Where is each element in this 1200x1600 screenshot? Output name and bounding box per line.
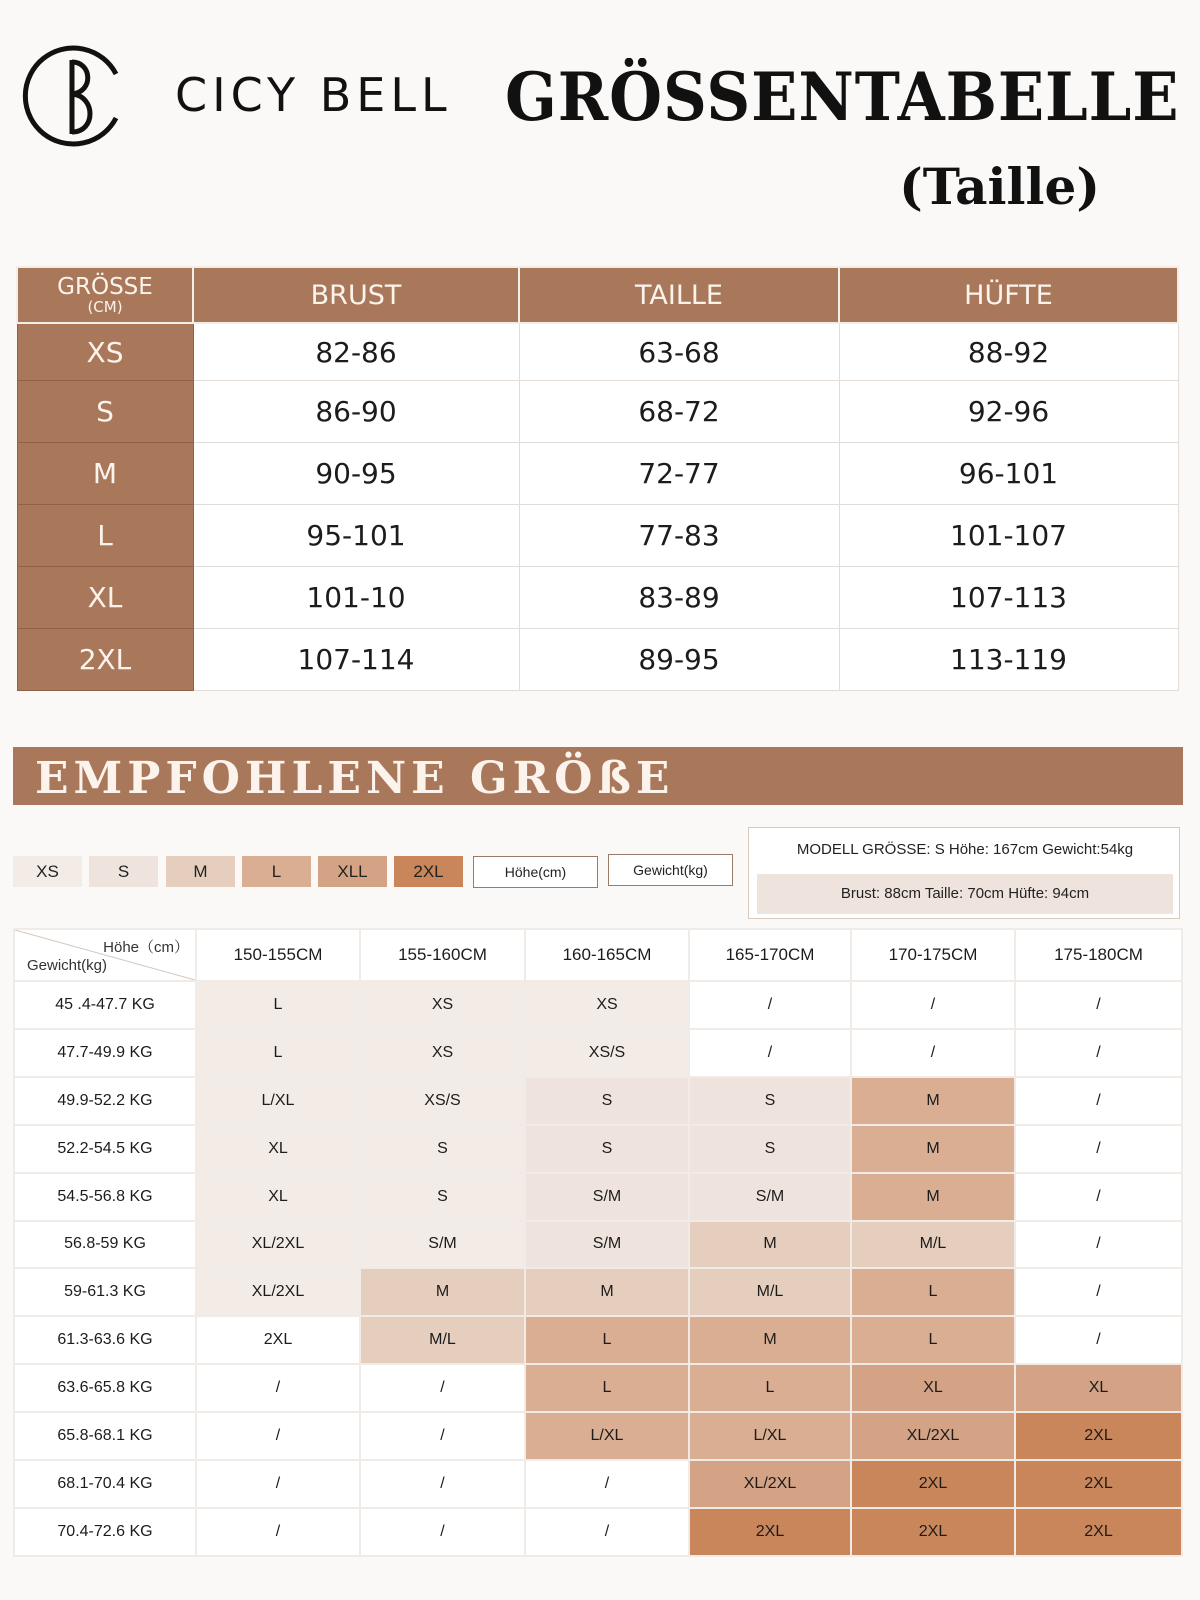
recommended-size-cell: /: [196, 1412, 360, 1460]
recommendation-row: [14, 981, 1182, 1029]
height-column-header: 160-165CM: [525, 929, 689, 981]
recommended-size-cell: /: [360, 1412, 525, 1460]
height-column-header: 150-155CM: [196, 929, 360, 981]
recommendation-row: [14, 1125, 1182, 1173]
recommended-size-cell: XL: [851, 1364, 1015, 1412]
recommended-size-cell: XL: [1015, 1364, 1182, 1412]
brust-cell: 90-95: [193, 443, 519, 505]
model-info-size: MODELL GRÖSSE: S Höhe: 167cm Gewicht:54kg: [757, 828, 1173, 872]
taille-cell: 89-95: [519, 629, 839, 691]
weight-label: 52.2-54.5 KG: [14, 1125, 196, 1173]
model-info-measurements: Brust: 88cm Taille: 70cm Hüfte: 94cm: [757, 874, 1173, 914]
recommended-size-cell: /: [360, 1460, 525, 1508]
size-cell: XS: [17, 323, 193, 381]
recommended-size-cell: S: [689, 1125, 851, 1173]
size-cell: 2XL: [17, 629, 193, 691]
recommended-size-cell: S/M: [525, 1221, 689, 1269]
recommended-size-cell: M/L: [851, 1221, 1015, 1269]
page-title: GRÖSSENTABELLE: [505, 58, 1180, 136]
legend-chip-s: S: [89, 856, 158, 887]
recommended-size-cell: M: [525, 1268, 689, 1316]
legend-chip-m: M: [166, 856, 235, 887]
taille-cell: 77-83: [519, 505, 839, 567]
brust-cell: 86-90: [193, 381, 519, 443]
recommended-size-cell: S/M: [525, 1173, 689, 1221]
recommended-size-cell: M: [851, 1077, 1015, 1125]
size-cell: XL: [17, 567, 193, 629]
huefte-cell: 107-113: [839, 567, 1178, 629]
recommended-size-cell: S/M: [360, 1221, 525, 1269]
legend-chip-l: L: [242, 856, 311, 887]
recommended-size-cell: /: [1015, 1316, 1182, 1364]
recommended-size-cell: 2XL: [1015, 1412, 1182, 1460]
recommended-size-cell: XL/2XL: [196, 1221, 360, 1269]
brust-cell: 82-86: [193, 323, 519, 381]
weight-label: 54.5-56.8 KG: [14, 1173, 196, 1221]
recommended-size-cell: M: [689, 1316, 851, 1364]
size-cell: M: [17, 443, 193, 505]
corner-header: [14, 929, 196, 981]
recommendation-table: [13, 928, 1183, 1557]
recommended-size-cell: S: [360, 1125, 525, 1173]
size-table: [16, 266, 1179, 691]
recommended-size-cell: 2XL: [1015, 1460, 1182, 1508]
weight-label: 63.6-65.8 KG: [14, 1364, 196, 1412]
taille-cell: 68-72: [519, 381, 839, 443]
recommended-size-cell: L: [689, 1364, 851, 1412]
recommendation-row: [14, 1508, 1182, 1556]
recommendation-row: [14, 1077, 1182, 1125]
recommended-size-cell: 2XL: [851, 1460, 1015, 1508]
weight-label: 70.4-72.6 KG: [14, 1508, 196, 1556]
taille-column-header: TAILLE: [519, 267, 839, 323]
taille-cell: 83-89: [519, 567, 839, 629]
recommended-size-cell: /: [1015, 1268, 1182, 1316]
recommended-size-cell: M/L: [360, 1316, 525, 1364]
huefte-cell: 92-96: [839, 381, 1178, 443]
recommended-size-cell: /: [360, 1508, 525, 1556]
taille-cell: 63-68: [519, 323, 839, 381]
recommended-size-cell: 2XL: [1015, 1508, 1182, 1556]
recommended-size-cell: /: [689, 981, 851, 1029]
recommended-size-cell: L: [525, 1364, 689, 1412]
weight-label: 49.9-52.2 KG: [14, 1077, 196, 1125]
size-table-row: [17, 567, 1178, 629]
recommended-size-cell: S: [525, 1077, 689, 1125]
huefte-cell: 113-119: [839, 629, 1178, 691]
recommended-size-cell: /: [1015, 1029, 1182, 1077]
recommended-size-cell: L: [851, 1316, 1015, 1364]
brand-name: CICY BELL: [175, 68, 452, 122]
weight-label: 61.3-63.6 KG: [14, 1316, 196, 1364]
page-subtitle: (Taille): [899, 157, 1100, 216]
recommendation-row: [14, 1412, 1182, 1460]
weight-label: 68.1-70.4 KG: [14, 1460, 196, 1508]
size-table-row: [17, 505, 1178, 567]
recommended-size-cell: L/XL: [689, 1412, 851, 1460]
size-column-header: [17, 267, 193, 323]
recommended-size-cell: XL/2XL: [851, 1412, 1015, 1460]
recommended-size-cell: /: [525, 1460, 689, 1508]
recommendation-row: [14, 1173, 1182, 1221]
brust-cell: 95-101: [193, 505, 519, 567]
recommended-size-cell: M: [851, 1125, 1015, 1173]
size-cell: S: [17, 381, 193, 443]
size-label: GRÖSSE: [57, 274, 153, 300]
recommendation-row: [14, 1029, 1182, 1077]
size-table-row: [17, 443, 1178, 505]
recommended-size-cell: XL/2XL: [196, 1268, 360, 1316]
size-table-row: [17, 323, 1178, 381]
recommendation-row: [14, 1268, 1182, 1316]
huefte-cell: 88-92: [839, 323, 1178, 381]
recommended-size-cell: /: [1015, 1125, 1182, 1173]
legend-chip-xl: XLL: [318, 856, 387, 887]
recommended-size-cell: /: [689, 1029, 851, 1077]
model-info-box: [748, 827, 1180, 919]
recommended-size-cell: L/XL: [196, 1077, 360, 1125]
recommended-size-cell: /: [1015, 1173, 1182, 1221]
recommended-size-cell: 2XL: [196, 1316, 360, 1364]
huefte-cell: 101-107: [839, 505, 1178, 567]
recommended-size-cell: M/L: [689, 1268, 851, 1316]
recommended-size-cell: /: [851, 1029, 1015, 1077]
height-column-header: 175-180CM: [1015, 929, 1182, 981]
recommended-size-cell: S: [689, 1077, 851, 1125]
legend-chip-xs: XS: [13, 856, 82, 887]
size-table-row: [17, 381, 1178, 443]
height-column-header: 155-160CM: [360, 929, 525, 981]
height-column-header: 165-170CM: [689, 929, 851, 981]
legend-chip-2xl: 2XL: [394, 856, 463, 887]
recommended-size-cell: L: [196, 1029, 360, 1077]
recommended-size-title: EMPFOHLENE GRÖßE: [35, 753, 675, 804]
recommended-size-cell: XS: [360, 981, 525, 1029]
size-unit: (CM): [87, 298, 123, 316]
recommended-size-cell: /: [851, 981, 1015, 1029]
recommended-size-cell: L: [525, 1316, 689, 1364]
recommended-size-banner: [13, 747, 1183, 805]
recommendation-row: [14, 1460, 1182, 1508]
size-cell: L: [17, 505, 193, 567]
recommended-size-cell: /: [1015, 1077, 1182, 1125]
huefte-column-header: HÜFTE: [839, 267, 1178, 323]
brust-column-header: BRUST: [193, 267, 519, 323]
recommended-size-cell: M: [689, 1221, 851, 1269]
recommended-size-cell: /: [196, 1508, 360, 1556]
recommendation-row: [14, 1316, 1182, 1364]
recommended-size-cell: 2XL: [689, 1508, 851, 1556]
size-table-header-row: [17, 267, 1178, 323]
height-column-header: 170-175CM: [851, 929, 1015, 981]
recommended-size-cell: XS/S: [360, 1077, 525, 1125]
cicy-bell-logo-icon: [16, 40, 128, 152]
corner-hoehe-label: Höhe（cm）: [103, 939, 189, 956]
weight-label: 47.7-49.9 KG: [14, 1029, 196, 1077]
recommended-size-cell: /: [525, 1508, 689, 1556]
recommended-size-cell: L/XL: [525, 1412, 689, 1460]
recommendation-row: [14, 1221, 1182, 1269]
recommended-size-cell: XL: [196, 1125, 360, 1173]
recommended-size-cell: /: [1015, 1221, 1182, 1269]
recommended-size-cell: XS: [525, 981, 689, 1029]
legend-gewicht: Gewicht(kg): [608, 854, 733, 886]
corner-gewicht-label: Gewicht(kg): [27, 957, 108, 974]
recommended-size-cell: /: [360, 1364, 525, 1412]
recommended-size-cell: M: [851, 1173, 1015, 1221]
recommended-size-cell: /: [196, 1364, 360, 1412]
weight-label: 59-61.3 KG: [14, 1268, 196, 1316]
legend-hoehe: Höhe(cm): [473, 856, 598, 888]
recommendation-header-row: [14, 929, 1182, 981]
recommended-size-cell: M: [360, 1268, 525, 1316]
recommended-size-cell: /: [1015, 981, 1182, 1029]
weight-label: 65.8-68.1 KG: [14, 1412, 196, 1460]
weight-label: 56.8-59 KG: [14, 1221, 196, 1269]
recommendation-row: [14, 1364, 1182, 1412]
recommended-size-cell: XL/2XL: [689, 1460, 851, 1508]
weight-label: 45 .4-47.7 KG: [14, 981, 196, 1029]
recommended-size-cell: 2XL: [851, 1508, 1015, 1556]
recommended-size-cell: /: [196, 1460, 360, 1508]
taille-cell: 72-77: [519, 443, 839, 505]
brust-cell: 107-114: [193, 629, 519, 691]
recommended-size-cell: XS/S: [525, 1029, 689, 1077]
recommended-size-cell: S: [360, 1173, 525, 1221]
recommended-size-cell: L: [851, 1268, 1015, 1316]
recommended-size-cell: L: [196, 981, 360, 1029]
recommended-size-cell: S: [525, 1125, 689, 1173]
recommended-size-cell: XS: [360, 1029, 525, 1077]
size-table-row: [17, 629, 1178, 691]
brust-cell: 101-10: [193, 567, 519, 629]
huefte-cell: 96-101: [839, 443, 1178, 505]
recommended-size-cell: XL: [196, 1173, 360, 1221]
recommended-size-cell: S/M: [689, 1173, 851, 1221]
